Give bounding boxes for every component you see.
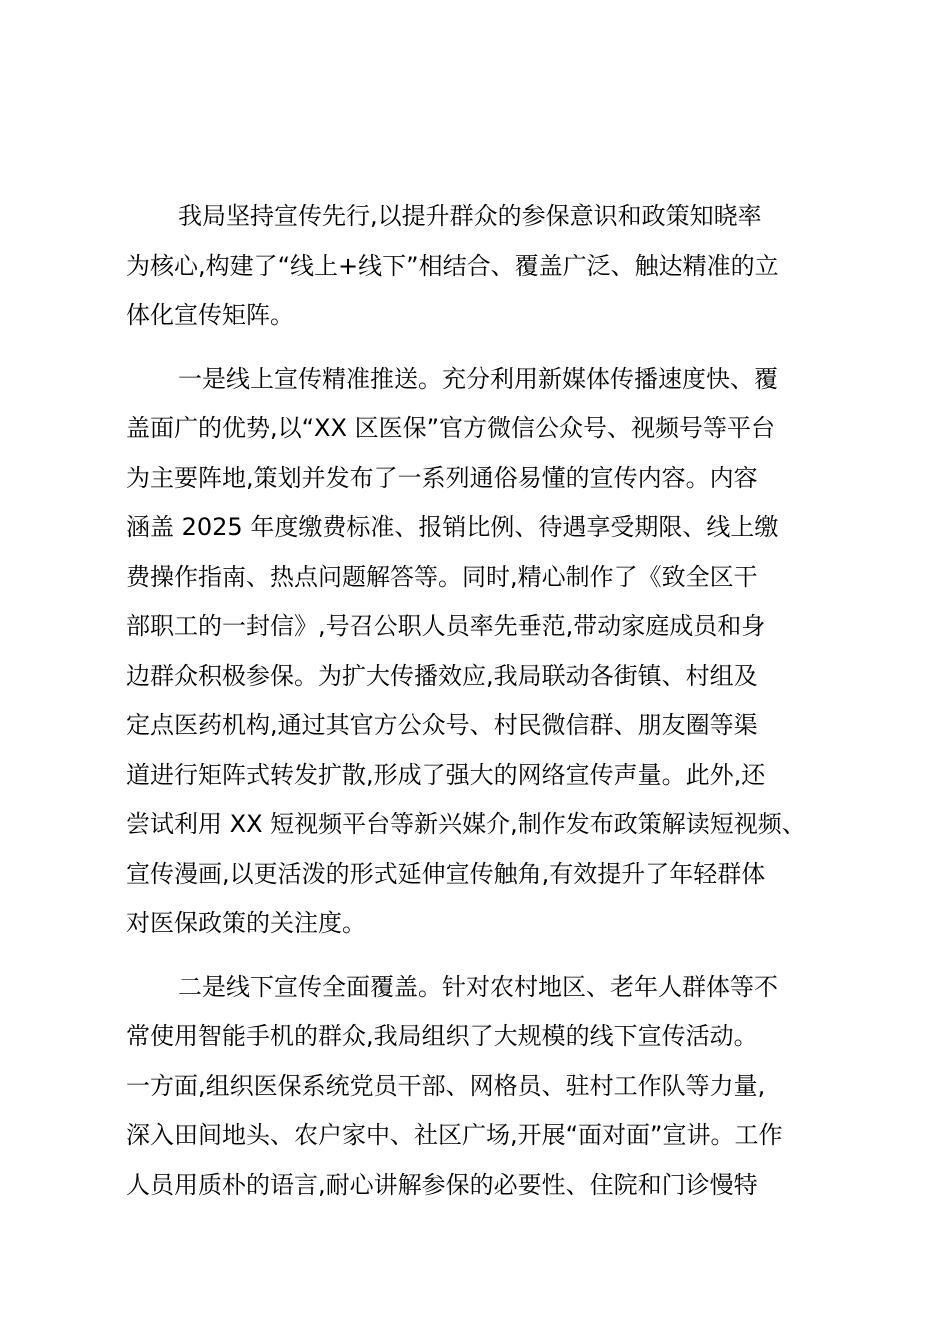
paragraph-online-promotion [126,355,826,949]
text-line: 宣传漫画,以更活泼的形式延伸宣传触角,有效提升了年轻群体 [126,859,766,888]
text-line: 体化宣传矩阵。 [126,301,294,329]
text-line: 定点医药机构,通过其官方公众号、村民微信群、朋友圈等渠 [126,711,758,739]
text-line: 一方面,组织医保系统党员干部、网格员、驻村工作队等力量, [126,1071,766,1100]
text-line: 一是线上宣传精准推送。充分利用新媒体传播速度快、覆 [178,364,778,393]
document-body [126,192,826,1210]
text-line: 道进行矩阵式转发扩散,形成了强大的网络宣传声量。此外,还 [126,760,766,789]
paragraph-intro [126,192,826,341]
text-line: 部职工的一封信》,号召公职人员率先垂范,带动家庭成员和身 [126,612,766,640]
text-line: 我局坚持宣传先行,以提升群众的参保意识和政策知晓率 [178,202,762,230]
text-line: 为核心,构建了“线上+线下”相结合、覆盖广泛、触达精准的立 [126,251,779,280]
text-line: 为主要阵地,策划并发布了一系列通俗易懂的宣传内容。内容 [126,463,758,492]
text-line: 对医保政策的关注度。 [126,909,366,937]
text-line: 盖面广的优势,以“XX 区医保”官方微信公众号、视频号等平台 [126,414,776,442]
text-line: 费操作指南、热点问题解答等。同时,精心制作了《致全区干 [126,562,758,591]
text-line: 人员用质朴的语言,耐心讲解参保的必要性、住院和门诊慢特 [126,1170,758,1199]
text-line: 涵盖 2025 年度缴费标准、报销比例、待遇享受期限、线上缴 [126,513,779,541]
text-line: 边群众积极参保。为扩大传播效应,我局联动各街镇、村组及 [126,661,758,690]
paragraph-offline-promotion [126,963,826,1211]
text-line: 二是线下宣传全面覆盖。针对农村地区、老年人群体等不 [178,972,778,1001]
text-line: 深入田间地头、农户家中、社区广场,开展“面对面”宣讲。工作 [126,1121,783,1149]
text-line: 尝试利用 XX 短视频平台等新兴媒介,制作发布政策解读短视频、 [126,810,806,838]
text-line: 常使用智能手机的群众,我局组织了大规模的线下宣传活动。 [126,1022,758,1050]
